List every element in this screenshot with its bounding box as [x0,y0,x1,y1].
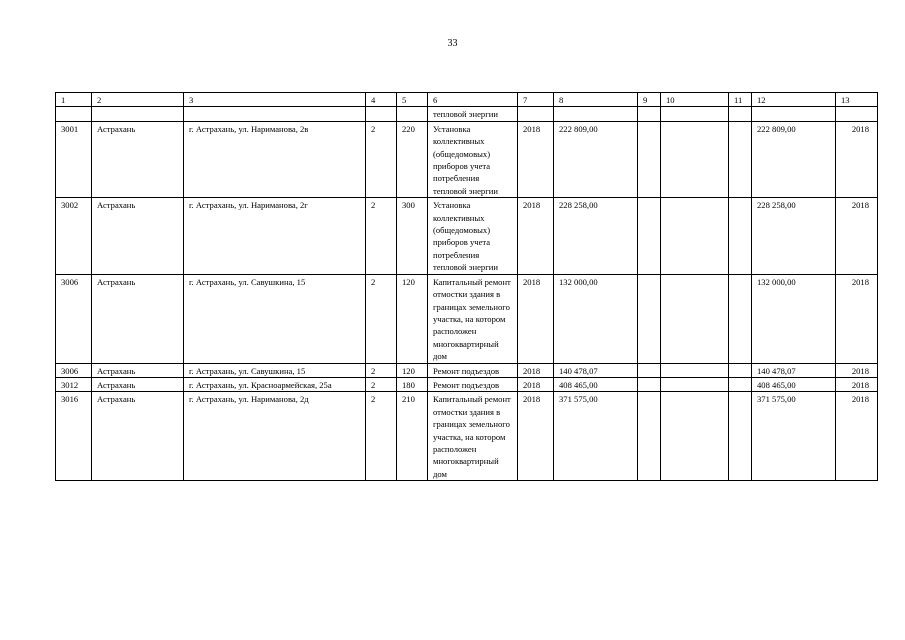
table-cell: 222 809,00 [752,121,836,197]
table-cell: 228 258,00 [554,198,638,274]
table-cell: Астрахань [92,392,184,481]
table-cell: 2018 [518,198,554,274]
table-cell: 408 465,00 [752,377,836,391]
table-cell [729,121,752,197]
table-cell: 3001 [56,121,92,197]
table-cell: 2018 [518,274,554,363]
table-cell: Установка коллективных (общедомовых) приборов учета потребления тепловой энергии [428,121,518,197]
table-cell: 180 [397,377,428,391]
table-cell: Капитальный ремонт отмостки здания в границах земельного участка, на котором расположен многоквартирный дом [428,274,518,363]
table-cell [638,121,661,197]
header-cell: 3 [184,93,366,107]
table-cell: 300 [397,198,428,274]
table-cell: 132 000,00 [554,274,638,363]
table-cell: 408 465,00 [554,377,638,391]
continuation-row [56,107,878,121]
table-cell: 2018 [836,121,878,197]
table-cell: 3002 [56,198,92,274]
table-cell: 2 [366,392,397,481]
header-cell: 11 [729,93,752,107]
table-cell [397,107,428,121]
table-cell: 371 575,00 [752,392,836,481]
header-cell: 10 [661,93,729,107]
page-number: 33 [447,38,458,49]
table-cell: 3006 [56,274,92,363]
table-cell: Капитальный ремонт отмостки здания в границах земельного участка, на котором расположен многоквартирный дом [428,392,518,481]
table-cell: 210 [397,392,428,481]
table-cell: 220 [397,121,428,197]
table-cell [661,107,729,121]
table-cell [729,392,752,481]
table-cell: 140 478,07 [554,363,638,377]
table-cell [518,107,554,121]
table-cell [638,107,661,121]
table-cell [661,274,729,363]
header-cell: 2 [92,93,184,107]
table-cell: 3016 [56,392,92,481]
table-cell: г. Астрахань, ул. Нариманова, 2в [184,121,366,197]
header-cell: 6 [428,93,518,107]
header-cell: 9 [638,93,661,107]
table-row [56,274,878,363]
table-cell [661,121,729,197]
capital-repair-table [55,92,878,481]
table-cell [661,392,729,481]
table-row [56,363,878,377]
table-cell: 2018 [836,198,878,274]
table-cell: 2 [366,274,397,363]
table-cell: Ремонт подъездов [428,377,518,391]
table-cell: 120 [397,274,428,363]
table-cell: 228 258,00 [752,198,836,274]
table-cell: г. Астрахань, ул. Нариманова, 2д [184,392,366,481]
header-cell: 1 [56,93,92,107]
table-row [56,377,878,391]
header-cell: 8 [554,93,638,107]
table-cell [729,107,752,121]
table-cell: 2 [366,363,397,377]
table-cell [638,363,661,377]
table-cell [661,363,729,377]
table-cell [638,392,661,481]
table-cell [752,107,836,121]
table-cell: 2018 [836,274,878,363]
table-cell: г. Астрахань, ул. Нариманова, 2г [184,198,366,274]
table-cell [661,377,729,391]
table-cell: Астрахань [92,363,184,377]
table-cell: 2018 [518,363,554,377]
table-row [56,392,878,481]
table-cell: Астрахань [92,274,184,363]
table-cell [56,107,92,121]
table-cell: 2 [366,198,397,274]
table-cell: 2018 [518,392,554,481]
table-cell: 2018 [836,377,878,391]
table-cell: 120 [397,363,428,377]
table-cell: г. Астрахань, ул. Савушкина, 15 [184,274,366,363]
table-cell: 2018 [836,363,878,377]
table-cell: г. Астрахань, ул. Красноармейская, 25а [184,377,366,391]
table-cell [729,198,752,274]
table-cell: Астрахань [92,377,184,391]
table-cell: 2018 [518,121,554,197]
table-cell: Астрахань [92,198,184,274]
header-cell: 12 [752,93,836,107]
table-cell [554,107,638,121]
table-cell: 2018 [518,377,554,391]
table-cell: Ремонт подъездов [428,363,518,377]
table-cell [729,363,752,377]
header-row [56,93,878,107]
table-cell: 222 809,00 [554,121,638,197]
table-cell: 132 000,00 [752,274,836,363]
header-cell: 5 [397,93,428,107]
table-cell [729,377,752,391]
table-cell: тепловой энергии [428,107,518,121]
table-row [56,121,878,197]
table-cell [638,198,661,274]
header-cell: 7 [518,93,554,107]
table-cell: 3006 [56,363,92,377]
table-cell [836,107,878,121]
table-cell: 2 [366,377,397,391]
table-cell [638,274,661,363]
table-row [56,198,878,274]
table-cell: 371 575,00 [554,392,638,481]
table-cell: 2 [366,121,397,197]
table-cell: 2018 [836,392,878,481]
table-cell [729,274,752,363]
header-cell: 4 [366,93,397,107]
table-cell: Астрахань [92,121,184,197]
table-cell: 140 478,07 [752,363,836,377]
header-cell: 13 [836,93,878,107]
table-cell [661,198,729,274]
table-cell [184,107,366,121]
table-cell [92,107,184,121]
table-cell: 3012 [56,377,92,391]
table-cell: г. Астрахань, ул. Савушкина, 15 [184,363,366,377]
table-cell [366,107,397,121]
table-cell: Установка коллективных (общедомовых) приборов учета потребления тепловой энергии [428,198,518,274]
table-cell [638,377,661,391]
